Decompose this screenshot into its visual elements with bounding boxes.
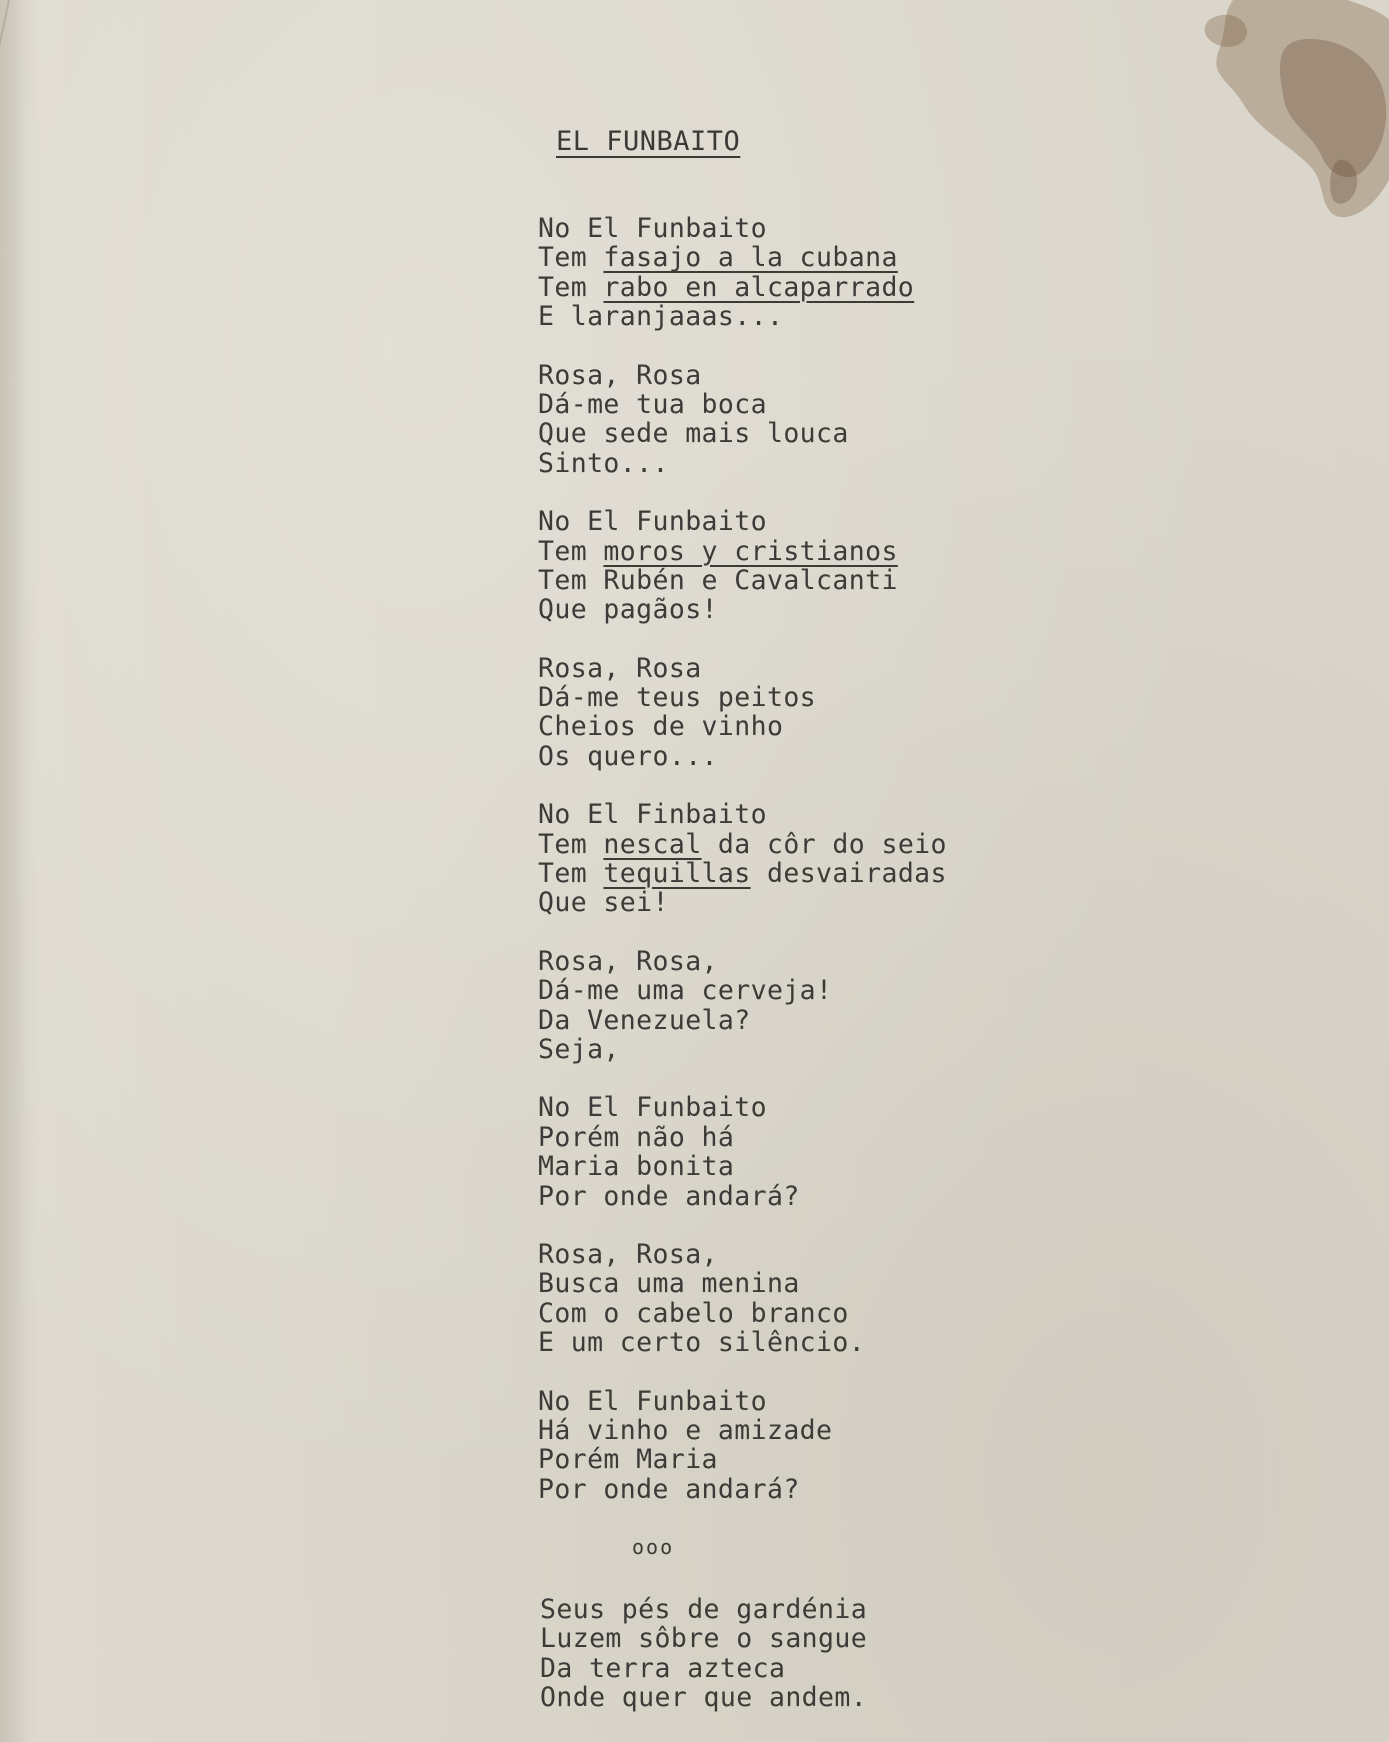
poem-line: No El Funbaito [538,213,767,244]
underlined-phrase: nescal [603,828,702,860]
poem-line: Que sede mais louca [538,418,849,450]
poem-line [538,537,1038,566]
stanza [538,214,1038,332]
stanza [538,654,1038,772]
line-suffix: da côr do seio [701,828,947,860]
poem-line: Cheios de vinho [538,711,784,743]
stanza [538,1093,1038,1211]
poem-line: Rosa, Rosa, [538,1238,718,1270]
poem-line: Rosa, Rosa [538,359,702,391]
poem-line: Os quero... [538,740,718,772]
paper-left-edge [0,0,28,1742]
poem-line: Porém Maria [538,1444,718,1476]
poem-line [538,273,1038,302]
poem-line [538,243,1038,272]
poem-line: Dá-me uma cerveja! [538,975,833,1007]
stanza [538,947,1038,1065]
coffee-stain-icon [1189,0,1389,240]
line-prefix: Tem [538,271,604,303]
underlined-phrase: tequillas [603,858,751,890]
stanza [538,507,1038,625]
poem-line: Há vinho e amizade [538,1414,833,1446]
line-prefix: Tem [538,242,604,274]
final-stanza [540,1595,867,1713]
poem-line: No El Funbaito [538,1092,767,1124]
poem-line: Seja, [538,1033,620,1065]
poem-line: Maria bonita [538,1151,735,1183]
poem-line: Tem Rubén e Cavalcanti [538,564,898,596]
poem-line: Com o cabelo branco [538,1297,849,1329]
poem-line: Luzem sôbre o sangue [540,1623,868,1655]
poem-body [538,214,1038,1533]
poem-line [538,830,1038,859]
poem-line: Da terra azteca [540,1652,786,1684]
poem-line: No El Funbaito [538,506,767,538]
poem-line: Busca uma menina [538,1268,800,1300]
stanza-separator: ooo [632,1535,675,1559]
stanza [538,800,1038,918]
underlined-phrase: fasajo a la cubana [603,242,898,274]
poem-line: E um certo silêncio. [538,1327,866,1359]
poem-line: Dá-me teus peitos [538,682,817,714]
poem-line [538,859,1038,888]
line-suffix: desvairadas [750,858,947,890]
line-prefix: Tem [538,828,604,860]
page-title: EL FUNBAITO [556,126,741,157]
poem-line: Rosa, Rosa, [538,945,718,977]
poem-line: Por onde andará? [538,1180,800,1212]
underlined-phrase: rabo en alcaparrado [603,271,915,303]
poem-line: Da Venezuela? [538,1004,751,1036]
poem-line: Por onde andará? [538,1473,800,1505]
poem-line: E laranjaaas... [538,301,784,333]
stanza [538,1387,1038,1505]
poem-line: Onde quer que andem. [540,1682,868,1714]
line-prefix: Tem [538,858,604,890]
poem-line: Seus pés de gardénia [540,1594,868,1625]
poem-line: Rosa, Rosa [538,652,702,684]
poem-line: Que pagãos! [538,594,718,626]
poem-line: No El Funbaito [538,1385,767,1417]
stanza [538,1240,1038,1358]
underlined-phrase: moros y cristianos [603,535,898,567]
poem-line: Que sei! [538,887,669,919]
poem-line: Dá-me tua boca [538,388,767,420]
poem-line: Sinto... [538,447,669,479]
poem-line: No El Finbaito [538,799,767,831]
poem-line: Porém não há [538,1121,735,1153]
stanza [538,361,1038,479]
line-prefix: Tem [538,535,604,567]
